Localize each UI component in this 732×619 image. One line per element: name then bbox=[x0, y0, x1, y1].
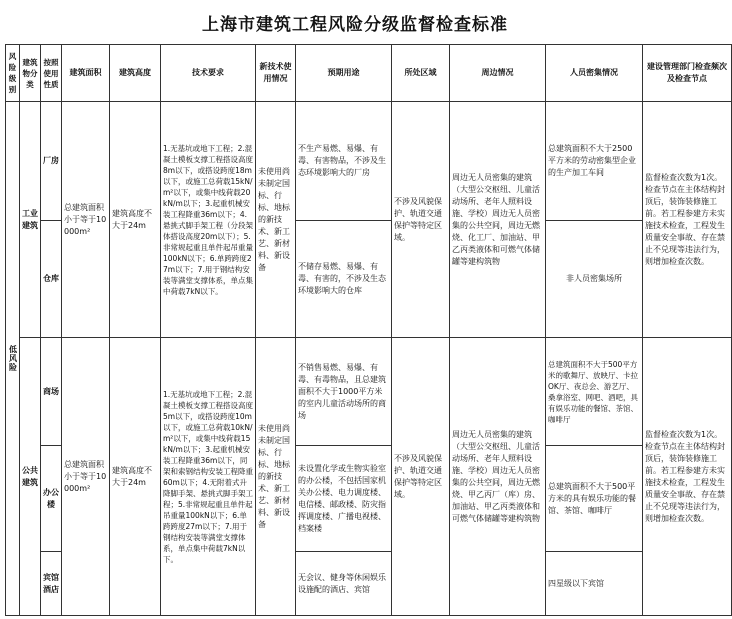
public-crowd-hotel: 四星级以下宾馆 bbox=[546, 552, 643, 616]
header-height: 建筑高度 bbox=[110, 45, 161, 102]
public-surroundings: 周边无人员密集的建筑（大型公交枢纽、儿童活动场所、老年人照料设施、学校）周边无人员密集的公共空间，周边无燃烧、甲乙丙厂（库）房、加油站、甲乙丙类液体和可燃气体储罐等建构筑物 bbox=[450, 338, 546, 616]
industrial-supervision: 监督检查次数为1次。检查节点在主体结构封顶后，装饰装修施工前。若工程参建方未实施技术检查，工程发生质量安全事故、存在禁止不兑现等违法行为，则增加检查次数。 bbox=[643, 102, 732, 338]
public-use-office: 未设置化学或生物实验室的办公楼，不包括国家机关办公楼、电力调度楼、电信楼、邮政楼、防灾指挥调度楼、广播电视楼、档案楼 bbox=[296, 446, 392, 552]
public-use-mall: 不销售易燃、易爆、有毒、有毒物品，且总建筑面积不大于1000平方米的室内儿童活动场所的商场 bbox=[296, 338, 392, 446]
header-supervision: 建设管理部门检查频次及检查节点 bbox=[643, 45, 732, 102]
header-region: 所处区域 bbox=[392, 45, 450, 102]
public-technical: 1.无基坑或地下工程；2.混凝土模板支撑工程搭设高度5m以下，或搭设跨度10m以下，或施工总荷载10kN/m²以下，或集中线荷载15kN/m以下；3.起重机械安装工程降重36m以下，同架和索钢结构安装工程降重60m以下；4.无附着式升降脚手架、悬挑式脚手架工程；5.非常规起重且单件起吊重量100kN以下；6.单跨跨度27m以下；7.用于钢结构安装等满堂支撑体系，单点集中荷载7kN以下。 bbox=[161, 338, 256, 616]
type-hotel: 宾馆酒店 bbox=[41, 552, 62, 616]
industrial-use-warehouse: 不储存易燃、易爆、有毒、有害的，不涉及生态环境影响大的仓库 bbox=[296, 221, 392, 338]
industrial-use-factory: 不生产易燃、易爆、有毒、有害物品，不涉及生态环境影响大的厂房 bbox=[296, 102, 392, 221]
header-area: 建筑面积 bbox=[62, 45, 110, 102]
header-risk-level: 风险级别 bbox=[6, 45, 20, 102]
public-height: 建筑高度不大于24m bbox=[110, 338, 161, 616]
industrial-area: 总建筑面积小于等于10000m² bbox=[62, 102, 110, 338]
risk-standard-table bbox=[5, 44, 732, 616]
public-supervision: 监督检查次数为1次。检查节点在主体结构封顶后，装饰装修施工前。若工程参建方未实施技术检查，工程发生质量安全事故、存在禁止不兑现等违法行为，则增加检查次数。 bbox=[643, 338, 732, 616]
public-crowd-mall: 总建筑面积不大于500平方米的歌舞厅、放映厅、卡拉OK厅、夜总会、游艺厅、桑拿浴室、网吧、酒吧，具有娱乐功能的餐馆、茶馆、咖啡厅 bbox=[546, 338, 643, 446]
page-title: 上海市建筑工程风险分级监督检查标准 bbox=[202, 15, 508, 35]
industrial-crowd-warehouse: 非人员密集场所 bbox=[546, 221, 643, 338]
industrial-region: 不涉及风貌保护、轨道交通保护等特定区域。 bbox=[392, 102, 450, 338]
header-crowd: 人员密集情况 bbox=[546, 45, 643, 102]
public-region: 不涉及风貌保护、轨道交通保护等特定区域。 bbox=[392, 338, 450, 616]
industrial-surroundings: 周边无人员密集的建筑（大型公交枢纽、儿童活动场所、老年人照料设施、学校）周边无人员密集的公共空间，周边无燃烧、化工厂、加油站、甲乙丙类液体和可燃气体储罐等建构筑物 bbox=[450, 102, 546, 338]
table-row bbox=[6, 102, 732, 221]
header-use-nature: 按照使用性质 bbox=[41, 45, 62, 102]
type-warehouse: 仓库 bbox=[41, 221, 62, 338]
table-row bbox=[6, 338, 732, 446]
public-category: 公共建筑 bbox=[20, 338, 41, 616]
header-intended-use: 预期用途 bbox=[296, 45, 392, 102]
industrial-height: 建筑高度不大于24m bbox=[110, 102, 161, 338]
public-area: 总建筑面积小于等于10000m² bbox=[62, 338, 110, 616]
public-new-tech: 未使用尚未制定国标、行标、地标的新技术、新工艺、新材料、新设备 bbox=[256, 338, 296, 616]
header-row bbox=[6, 45, 732, 102]
header-building-category: 建筑物分类 bbox=[20, 45, 41, 102]
public-use-hotel: 无会议、健身等休闲娱乐设施配的酒店、宾馆 bbox=[296, 552, 392, 616]
risk-level-cell: 低风险 bbox=[6, 102, 20, 616]
industrial-crowd-factory: 总建筑面积不大于2500平方米的劳动密集型企业的生产加工车间 bbox=[546, 102, 643, 221]
industrial-category: 工业建筑 bbox=[20, 102, 41, 338]
type-mall: 商场 bbox=[41, 338, 62, 446]
public-crowd-office: 总建筑面积不大于500平方米的具有娱乐功能的餐馆、茶馆、咖啡厅 bbox=[546, 446, 643, 552]
industrial-technical: 1.无基坑或地下工程；2.混凝土模板支撑工程搭设高度8m以下，或搭设跨度18m以下，或施工总荷载15kN/m²以下，或集中线荷载20kN/m以下；3.起重机械安装工程降重36m以下；4.悬挑式脚手架工程（分段架体搭设高度20m以下）；5.非常规起重且单件起吊重量100kN以下；6.单跨跨度27m以下；7.用于钢结构安装等满堂支撑体系，单点集中荷载7kN以下。 bbox=[161, 102, 256, 338]
header-new-tech: 新技术使用情况 bbox=[256, 45, 296, 102]
industrial-new-tech: 未使用尚未制定国标、行标、地标的新技术、新工艺、新材料、新设备 bbox=[256, 102, 296, 338]
header-technical: 技术要求 bbox=[161, 45, 256, 102]
type-office: 办公楼 bbox=[41, 446, 62, 552]
header-surroundings: 周边情况 bbox=[450, 45, 546, 102]
type-factory: 厂房 bbox=[41, 102, 62, 221]
